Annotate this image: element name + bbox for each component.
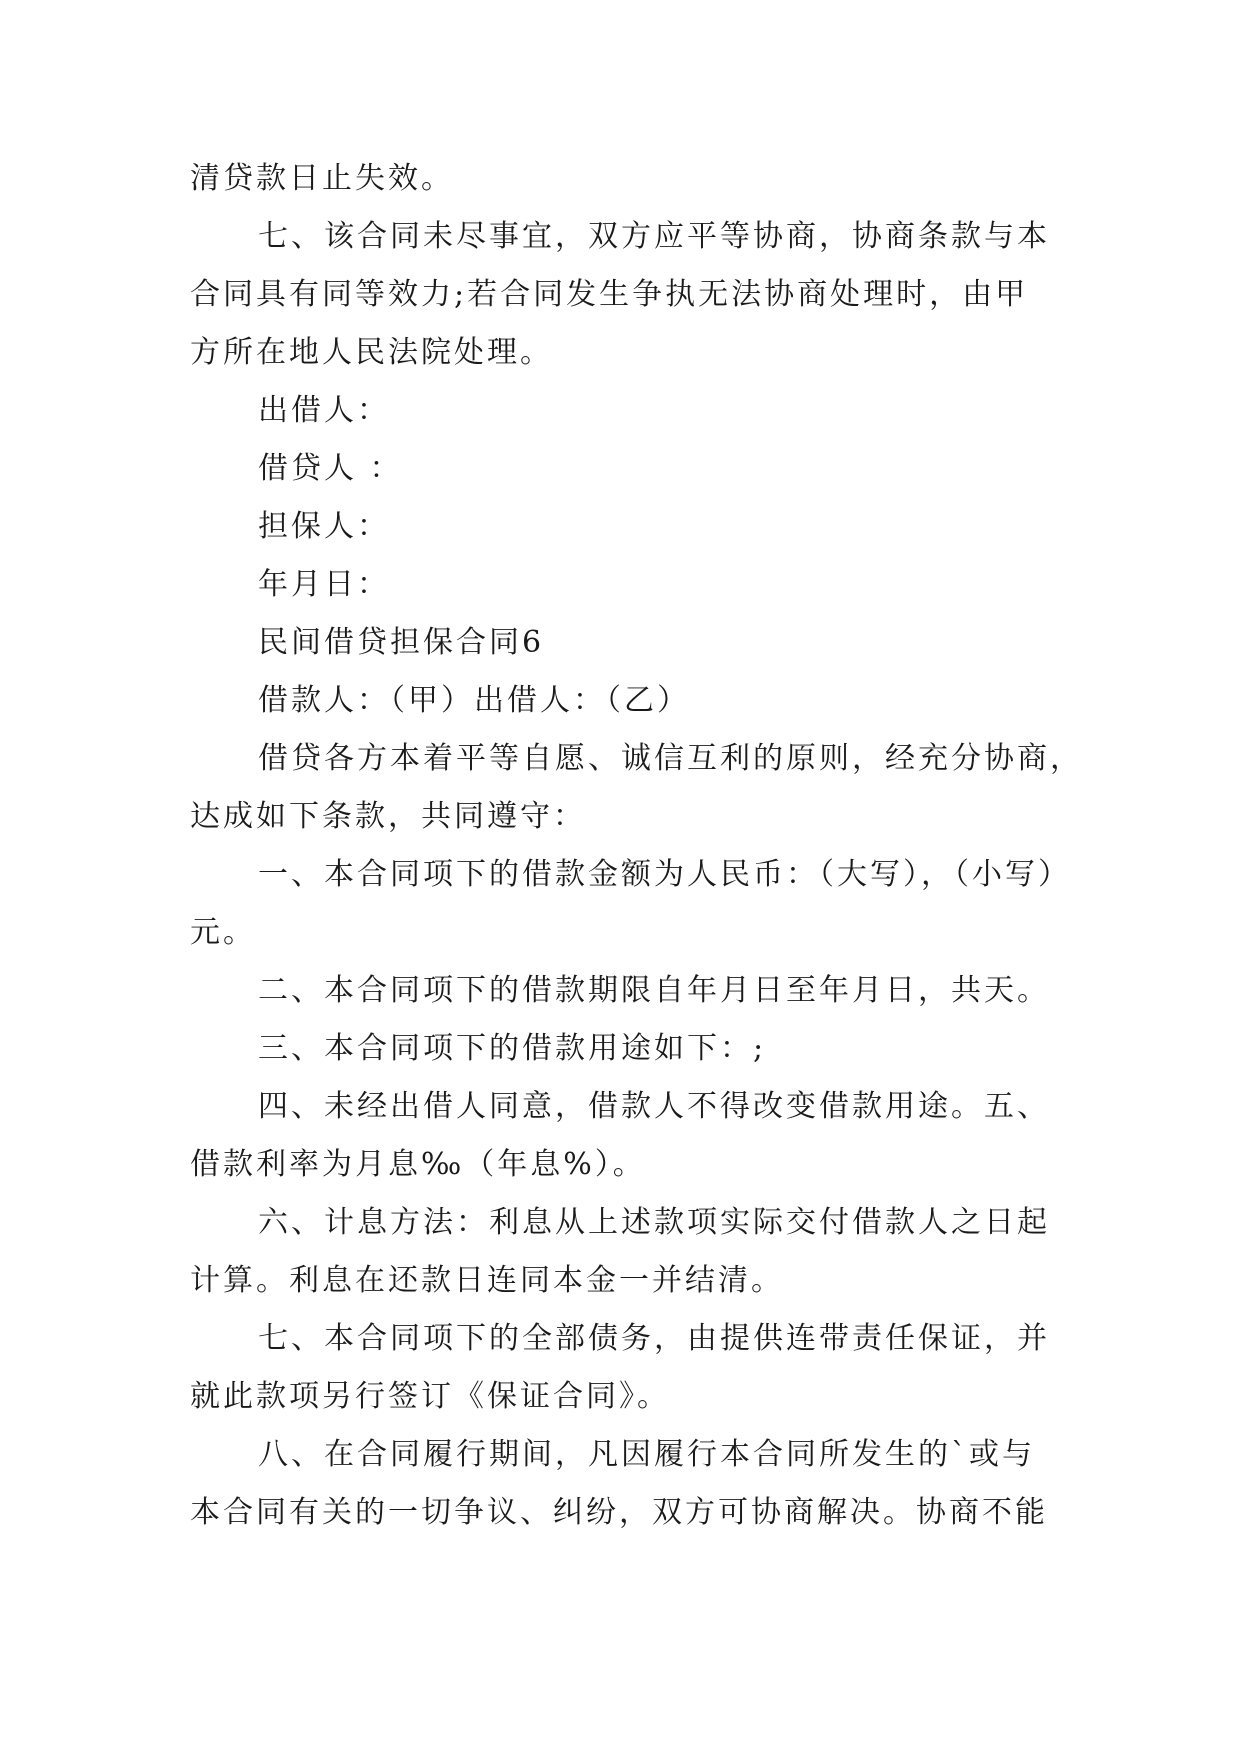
signature-lender-label: 出借人： [258,393,390,428]
text-line: 二、本合同项下的借款期限自年月日至年月日，共天。 [258,973,1050,1008]
text-line: 一、本合同项下的借款金额为人民币：（大写），（小写） [258,857,1071,892]
text-line: 三、本合同项下的借款用途如下：; [258,1031,767,1066]
document-body [190,150,1083,1542]
signature-borrower-label: 借贷人 ： [258,451,403,486]
text-line: 就此款项另行签订《保证合同》。 [190,1379,670,1414]
text-line: 借款人：（甲）出借人：（乙） [258,683,690,718]
text-line: 四、未经出借人同意，借款人不得改变借款用途。五、 [258,1089,1050,1124]
text-line: 本合同有关的一切争议、纠纷，双方可协商解决。协商不能 [190,1495,1048,1530]
text-line: 达成如下条款，共同遵守： [190,799,586,834]
text-line: 七、该合同未尽事宜，双方应平等协商，协商条款与本 [258,219,1050,254]
text-line: 八、在合同履行期间，凡因履行本合同所发生的`或与 [258,1437,1035,1472]
signature-date-label: 年月日： [258,567,390,602]
section-heading: 民间借贷担保合同6 [258,625,545,660]
signature-guarantor-label: 担保人： [258,509,390,544]
text-line: 七、本合同项下的全部债务，由提供连带责任保证，并 [258,1321,1050,1356]
text-line: 元。 [190,915,256,950]
text-line: 借贷各方本着平等自愿、诚信互利的原则，经充分协商， [258,741,1083,776]
text-line: 六、计息方法：利息从上述款项实际交付借款人之日起 [258,1205,1050,1240]
text-line: 清贷款日止失效。 [190,161,454,196]
text-line: 方所在地人民法院处理。 [190,335,553,370]
text-line: 计算。利息在还款日连同本金一并结清。 [190,1263,784,1298]
text-line: 借款利率为月息‰（年息%）。 [190,1147,646,1182]
text-line: 合同具有同等效力;若合同发生争执无法协商处理时，由甲 [190,277,1029,312]
